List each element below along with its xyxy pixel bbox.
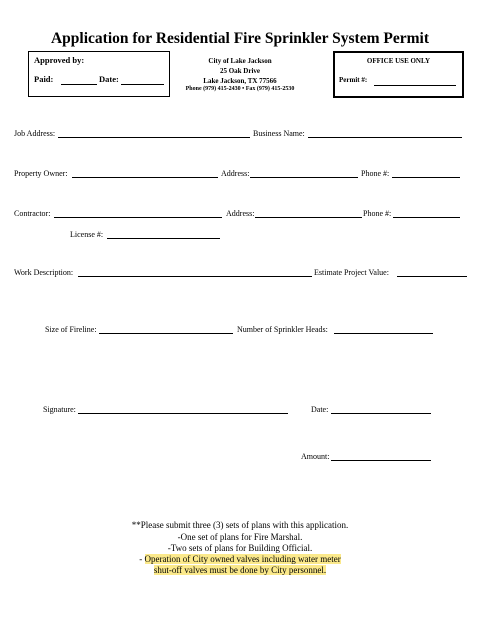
license-field[interactable] (107, 238, 220, 239)
work-description-field[interactable] (78, 276, 312, 277)
paid-field[interactable] (61, 84, 97, 85)
city-state-zip: Lake Jackson, TX 77566 (203, 77, 277, 85)
sprinkler-heads-field[interactable] (334, 333, 433, 334)
signature-label: Signature: (43, 405, 76, 414)
business-name-field[interactable] (308, 137, 462, 138)
note-line-5-wrapper (0, 565, 480, 575)
sprinkler-heads-label: Number of Sprinkler Heads: (237, 325, 328, 334)
job-address-label: Job Address: (14, 129, 56, 138)
contractor-address-field[interactable] (255, 217, 362, 218)
approved-by-label: Approved by: (34, 55, 85, 65)
note-line-3: -Two sets of plans for Building Official. (167, 543, 313, 553)
property-owner-label: Property Owner: (14, 169, 68, 178)
permit-label: Permit #: (339, 76, 368, 84)
date-label: Date: (99, 74, 119, 84)
estimate-value-label: Estimate Project Value: (314, 268, 389, 277)
fireline-size-label: Size of Fireline: (45, 325, 97, 334)
note-line-4-prefix: - (139, 554, 145, 564)
estimate-value-field[interactable] (397, 276, 467, 277)
contractor-address-label: Address: (226, 209, 255, 218)
signature-field[interactable] (78, 413, 288, 414)
contractor-label: Contractor: (14, 209, 51, 218)
sign-date-label: Date: (311, 405, 329, 414)
owner-phone-label: Phone #: (361, 169, 390, 178)
note-line-1: **Please submit three (3) sets of plans with this application. (131, 520, 349, 530)
permit-field[interactable] (374, 85, 456, 86)
note-line-4: Operation of City owned valves including water meter (144, 554, 341, 564)
business-name-label: Business Name: (253, 129, 305, 138)
contractor-phone-label: Phone #: (363, 209, 392, 218)
fireline-size-field[interactable] (99, 333, 233, 334)
note-line-5: shut-off valves must be done by City personnel. (153, 565, 327, 575)
approval-date-field[interactable] (121, 84, 164, 85)
owner-address-field[interactable] (250, 177, 358, 178)
job-address-field[interactable] (58, 137, 250, 138)
amount-label: Amount: (301, 452, 330, 461)
contractor-phone-field[interactable] (393, 217, 460, 218)
property-owner-field[interactable] (72, 177, 218, 178)
form-title: Application for Residential Fire Sprinkler System Permit (50, 30, 429, 47)
sign-date-field[interactable] (331, 413, 431, 414)
paid-label: Paid: (34, 74, 54, 84)
owner-address-label: Address: (221, 169, 250, 178)
owner-phone-field[interactable] (392, 177, 460, 178)
contractor-field[interactable] (54, 217, 222, 218)
work-description-label: Work Description: (14, 268, 74, 277)
amount-field[interactable] (331, 460, 431, 461)
note-line-4-wrapper (0, 554, 480, 564)
city-phones: Phone (979) 415-2430 • Fax (979) 415-2530 (185, 86, 295, 92)
city-street: 25 Oak Drive (219, 67, 261, 75)
note-line-2: -One set of plans for Fire Marshal. (177, 532, 303, 542)
office-use-heading: OFFICE USE ONLY (366, 57, 431, 65)
license-label: License #: (70, 230, 104, 239)
city-name: City of Lake Jackson (208, 57, 272, 65)
